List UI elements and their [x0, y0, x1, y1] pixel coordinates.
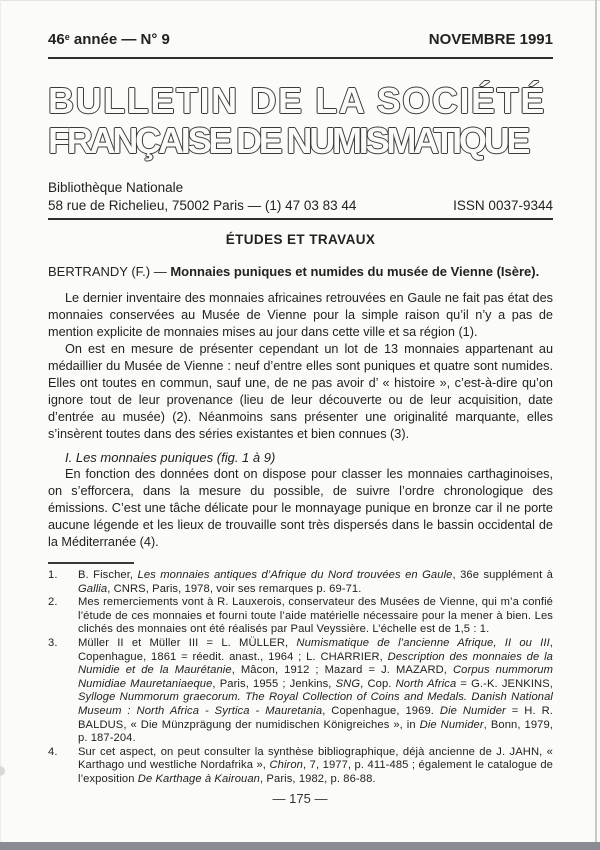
scan-edge-left: [0, 0, 1, 842]
footnote-1-number: 1.: [48, 569, 58, 581]
footnote-4-number: 4.: [48, 745, 58, 758]
scan-edge-top: [0, 0, 600, 1]
footnote-1-text: B. Fischer, Les monnaies antiques d’Afrique du Nord trouvées en Gaule, 36e supplément à Gallia, CNRS, Paris, 1978, voir ses remarques p. 69-71.: [78, 569, 553, 595]
scan-edge-bottom: [0, 842, 600, 850]
paragraph-1: Le dernier inventaire des monnaies africaines retrouvées en Gaule ne fait pas état des monnaies conservées au Musée de Vienne pour la simple raison qu’il n’y a pas de mention explicite de monnaies mises au jour dans cette ville et sa région (1).: [48, 291, 553, 339]
publisher-block: [48, 179, 553, 214]
footnote-rule: [48, 562, 134, 564]
footnote-1: [48, 569, 553, 596]
footnote-3-number: 3.: [48, 636, 58, 649]
issue-year-number: 46: [48, 31, 65, 48]
article-author: BERTRANDY (F.) —: [48, 264, 171, 279]
page-number: — 175 —: [272, 791, 328, 806]
paragraph-2: On est en mesure de présenter cependant un lot de 13 monnaies appartenant au médaillier du Musée de Vienne : neuf d’entre elles sont puniques et quatre sont numides. Elles ont toutes en commun, sauf une, de ne pas avoir d’ « histoire », c’est-à-dire qu’on ignore tout de leur provenance (lieu de leur découverte ou de leur acquisition, date d’entrée au musée) (2). Néanmoins sans présenter une originalité marquante, elles s’insèrent toutes dans des séries existantes et bien connues (3).: [48, 342, 553, 441]
issn: ISSN 0037-9344: [453, 197, 553, 213]
footnote-2: [48, 596, 553, 637]
issue-number: [48, 31, 170, 48]
issue-date: NOVEMBRE 1991: [428, 31, 553, 48]
publisher-address: 58 rue de Richelieu, 75002 Paris — (1) 47 03 83 44: [48, 197, 357, 213]
journal-title-line-2: FRANÇAISE DE NUMISMATIQUE: [48, 120, 528, 161]
page-content: [48, 0, 553, 787]
article-title: Monnaies puniques et numides du musée de Vienne (Isère).: [170, 264, 540, 279]
footnote-3-text: Müller II et Müller III = L. MÜLLER, Numismatique de l’ancienne Afrique, II ou III, Copenhague, 1861 = réedit. anast., 1964 ; L. CHARRIER, Description des monnaies de la Numidie et de la Maurétanie, Mâcon, 1912 ; Mazard = J. MAZARD, Corpus nummorum Numidiae Mauretaniaeque, Paris, 1955 ; Jenkins, SNG, Cop. North Africa = G.-K. JENKINS, Sylloge Nummorum graecorum. The Royal Collection of Coins and Medals. Danish National Museum : North Africa - Syrtica - Mauretania, Copenhague, 1969. Die Numider = H. R. BALDUS, « Die Münzprägung der numidischen Königreiches », in Die Numider, Bonn, 1979, p. 187-204.: [78, 636, 554, 745]
issue-year-ordinal: e: [64, 31, 70, 42]
footnote-2-number: 2.: [48, 596, 58, 609]
publisher-name: Bibliothèque Nationale: [48, 180, 184, 195]
footnote-2-text: Mes remerciements vont à R. Lauxerois, conservateur des Musées de Vienne, qui m’a confié l’étude de ces monnaies et fourni toute l’aide matérielle nécessaire pour la mener à bien. Les clichés des monnaies ont été réalisés par Paul Veyssière. L’échelle est de 1,5 : 1.: [78, 596, 553, 636]
footnote-4-text: Sur cet aspect, on peut consulter la synthèse bibliographique, déjà ancienne de J. JAHN, « Karthago und westliche Nordafrika », Chiron, 7, 1977, p. 411-485 ; également le catalogue de l’exposition De Karthage à Kairouan, Paris, 1982, p. 86-88.: [78, 745, 553, 785]
footnotes: [48, 569, 553, 787]
journal-title: [48, 81, 553, 161]
scan-edge-right: [595, 0, 597, 842]
footnote-4: [48, 746, 553, 787]
footnote-3: [48, 637, 553, 746]
journal-title-line-1: BULLETIN DE LA SOCIÉTÉ: [48, 80, 546, 121]
paragraph-3: En fonction des données dont on dispose pour classer les monnaies carthaginoises, on s’efforcera, dans la mesure du possible, de suivre l’ordre chronologique des émissions. C’est une tâche délicate pour le monnayage punique en bronze car il ne porte aucune légende et les lieux de trouvaille sont très dispersés dans le bassin occidental de la Méditerranée (4).: [48, 467, 553, 549]
issue-header: [48, 31, 553, 49]
header-rule: [48, 57, 553, 59]
address-rule: [48, 218, 553, 220]
section-heading: ÉTUDES ET TRAVAUX: [225, 232, 376, 247]
publisher-address-block: [48, 179, 356, 214]
scan-smudge: [0, 766, 5, 776]
issue-number-rest: année — N° 9: [69, 31, 170, 48]
article-heading: [48, 263, 553, 281]
subsection-heading: I. Les monnaies puniques (fig. 1 à 9): [65, 450, 276, 465]
